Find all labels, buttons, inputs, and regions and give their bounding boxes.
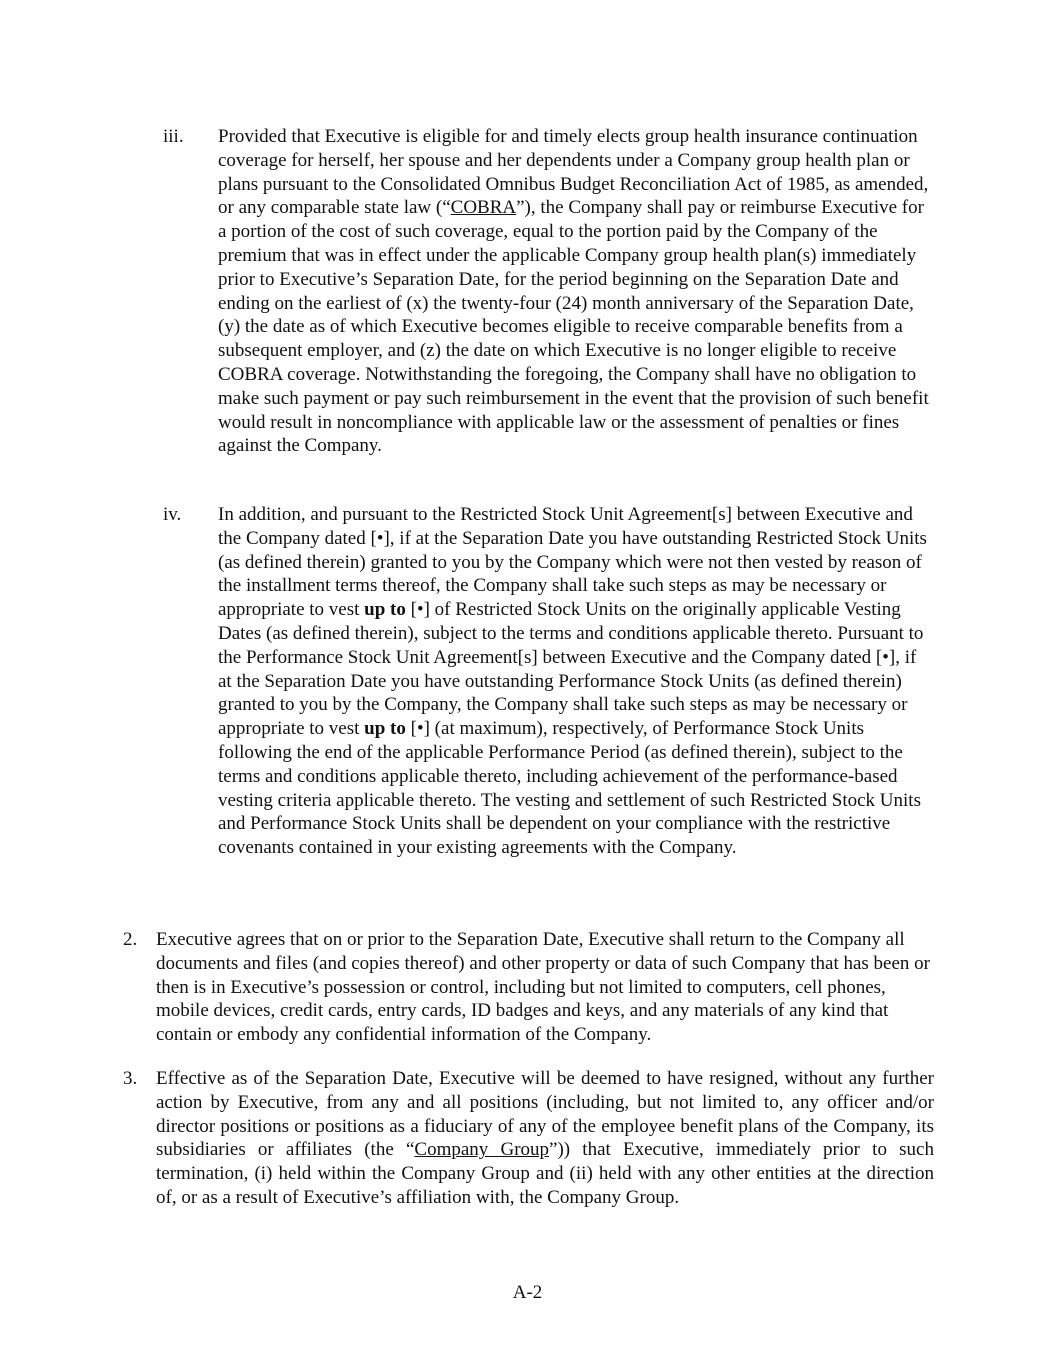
subitem-iii-marker: iii.	[163, 126, 184, 147]
subitem-iv-text-c: [•] (at maximum), respectively, of Performance Stock Units following the end of the applicable Performance Period (as defined therein), subject to the terms and conditions applicable thereto, including achievement of the performance-based vesting criteria applicable thereto. The vesting and settlement of such Restricted Stock Units and Performance Stock Units shall be dependent on your compliance with the restrictive covenants contained in your existing agreements with the Company.	[218, 718, 921, 859]
page-number: A-2	[512, 1282, 543, 1303]
section-3-text-b: ”)) that Executive, immediately prior to such termination, (i) held within the Company Group and (ii) held with any other entities at the direction of, or as a result of Executive’s affiliation with, the Company Group.	[156, 1139, 934, 1208]
section-2-text: Executive agrees that on or prior to the Separation Date, Executive shall return to the Company all documents and files (and copies thereof) and other property or data of such Company that has been or then is in Executive’s possession or control, including but not limited to computers, cell phones, mobile devices, credit cards, entry cards, ID badges and keys, and any materials of any kind that contain or embody any confidential information of the Company.	[156, 929, 930, 1046]
subitem-iii-text-b: ”), the Company shall pay or reimburse Executive for a portion of the cost of such coverage, equal to the portion paid by the Company of the premium that was in effect under the applicable Company group health plan(s) immediately prior to Executive’s Separation Date, for the period beginning on the Separation Date and ending on the earliest of (x) the twenty-four (24) month anniversary of the Separation Date, (y) the date as of which Executive becomes eligible to receive comparable benefits from a subsequent employer, and (z) the date on which Executive is no longer eligible to receive COBRA coverage. Notwithstanding the foregoing, the Company shall have no obligation to make such payment or pay such reimbursement in the event that the provision of such benefit would result in noncompliance with applicable law or the assessment of penalties or fines against the Company.	[218, 197, 929, 457]
subitem-iii-text-a: Provided that Executive is eligible for and timely elects group health insurance continuation coverage for herself, her spouse and her dependents under a Company group health plan or plans pursuant to the Consolidated Omnibus Budget Reconciliation Act of 1985, as amended, or any comparable state law (“	[218, 126, 929, 219]
bold-up-to-rsu: up to	[364, 599, 406, 621]
subitem-iv-text	[218, 503, 933, 860]
defined-term-cobra: COBRA	[450, 197, 517, 219]
subitem-iv-text-b: [•] of Restricted Stock Units on the originally applicable Vesting Dates (as defined therein), subject to the terms and conditions applicable thereto. Pursuant to the Performance Stock Unit Agreement[s] between Executive and the Company dated [•], if at the Separation Date you have outstanding Performance Stock Units (as defined therein) granted to you by the Company, the Company shall take such steps as may be necessary or appropriate to vest	[218, 599, 924, 740]
defined-term-company-group: Company Group	[414, 1139, 550, 1161]
bold-up-to-psu: up to	[364, 718, 406, 740]
subitem-iv-text-a: In addition, and pursuant to the Restricted Stock Unit Agreement[s] between Executive and the Company dated [•], if at the Separation Date you have outstanding Restricted Stock Units (as defined therein) granted to you by the Company which were not then vested by reason of the installment terms thereof, the Company shall take such steps as may be necessary or appropriate to vest	[218, 504, 927, 621]
section-2-marker: 2.	[123, 929, 138, 950]
subitem-iv-marker: iv.	[163, 504, 182, 525]
section-3-text-a: Effective as of the Separation Date, Executive will be deemed to have resigned, without any further action by Executive, from any and all positions (including, but not limited to, any officer and/or director positions or positions as a fiduciary of any of the employee benefit plans of the Company, its subsidiaries or affiliates (the “	[156, 1068, 934, 1161]
subitem-iii-text	[218, 125, 933, 458]
section-3-text	[156, 1067, 934, 1210]
section-3-marker: 3.	[123, 1068, 138, 1089]
